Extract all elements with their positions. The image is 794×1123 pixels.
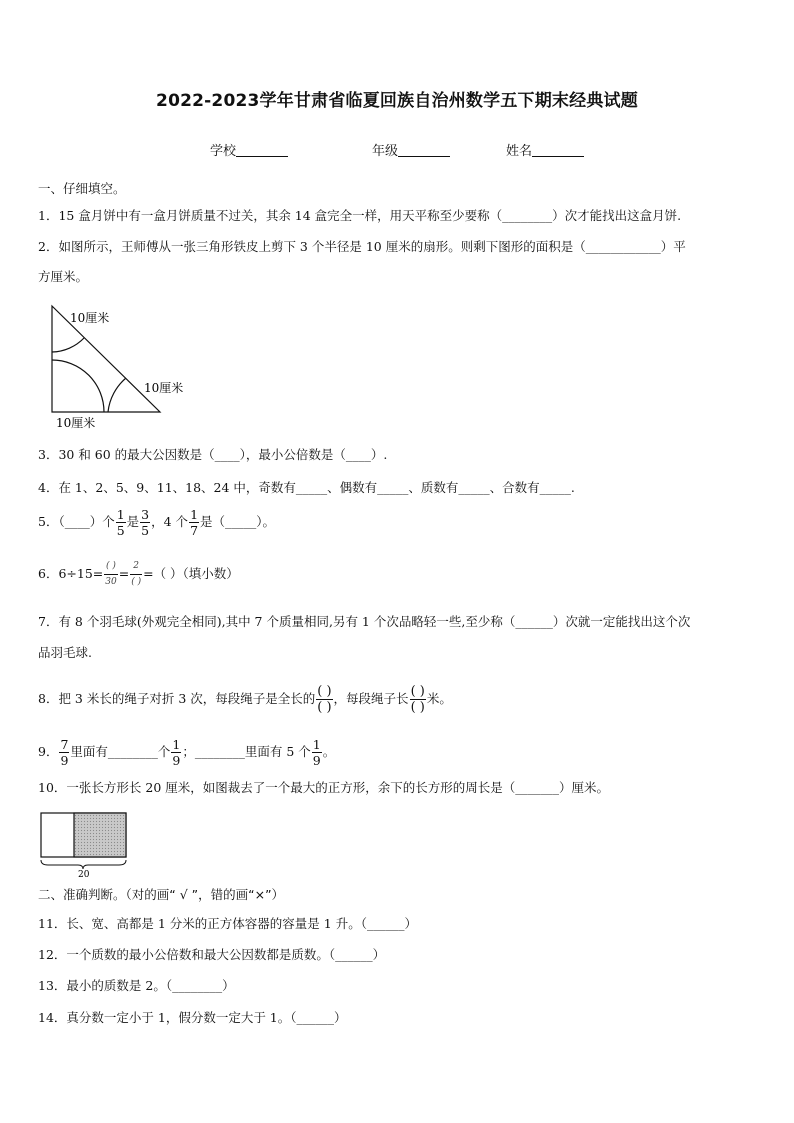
question-7-line-1: 7．有 8 个羽毛球(外观完全相同),其中 7 个质量相同,另有 1 个次品略轻一些,至少称（______）次就一定能找出这个次: [38, 614, 691, 629]
length-label: 20: [78, 870, 90, 878]
answer-fraction-1[interactable]: $\frac{( )}{( )}$: [317, 684, 332, 715]
fraction-blank-30: $\frac{( )}{30}$: [105, 561, 117, 587]
question-5: 5．（____）个 $\frac{1}{5}$ 是 $\frac{3}{5}$ ，4 个 $\frac{1}{7}$ 是（_____）。: [38, 507, 276, 538]
school-blank[interactable]: [236, 143, 288, 157]
question-9: 9． $\frac{7}{9}$ 里面有________个 $\frac{1}{9}$ ；________里面有 5 个 $\frac{1}{9}$ 。: [38, 737, 336, 768]
fraction-1-5: $\frac{1}{5}$: [116, 507, 125, 538]
school-field: [210, 140, 288, 159]
question-8: 8．把 3 米长的绳子对折 3 次，每段绳子是全长的 $\frac{( )}{( )}$ ，每段绳子长 $\frac{( )}{( )}$ 米。: [38, 684, 452, 715]
grade-blank[interactable]: [398, 143, 450, 157]
fraction-1-9-a: $\frac{1}{9}$: [172, 737, 181, 768]
question-10: 10．一张长方形长 20 厘米，如图裁去了一个最大的正方形，余下的长方形的周长是（_______）厘米。: [38, 780, 610, 795]
triangle-figure: [40, 300, 210, 435]
fraction-7-9: $\frac{7}{9}$: [60, 737, 69, 768]
label-top: 10厘米: [70, 311, 110, 325]
question-2-line-2: 方厘米。: [38, 269, 89, 284]
grade-field: [372, 140, 450, 159]
sector-top: [52, 338, 84, 352]
sector-left: [52, 360, 104, 412]
school-label: 学校: [210, 144, 237, 159]
fraction-1-7: $\frac{1}{7}$: [190, 507, 199, 538]
section-2-heading: 二、准确判断。（对的画“ √ ”，错的画“×”）: [38, 887, 285, 902]
section-1-heading: 一、仔细填空。: [38, 181, 126, 196]
grade-label: 年级: [372, 144, 399, 159]
question-12: 12．一个质数的最小公倍数和最大公因数都是质数。（______）: [38, 947, 386, 962]
question-4: 4．在 1、2、5、9、11、18、24 中，奇数有_____、偶数有_____、质数有_____、合数有_____.: [38, 480, 575, 495]
name-field: [506, 140, 584, 159]
label-bottom: 10厘米: [56, 416, 96, 430]
name-label: 姓名: [506, 144, 533, 159]
question-7-line-2: 品羽毛球.: [38, 645, 92, 660]
sector-right: [108, 378, 126, 412]
question-11: 11．长、宽、高都是 1 分米的正方体容器的容量是 1 升。（______）: [38, 916, 417, 931]
page-title: 2022-2023学年甘肃省临夏回族自治州数学五下期末经典试题: [156, 91, 638, 111]
question-6: 6．6÷15= $\frac{( )}{30}$ = $\frac{2}{( )}$ =（ ）（填小数）: [38, 557, 239, 591]
fraction-1-9-b: $\frac{1}{9}$: [312, 737, 321, 768]
fraction-3-5: $\frac{3}{5}$: [141, 507, 150, 538]
question-1: 1．15 盒月饼中有一盒月饼质量不过关，其余 14 盒完全一样，用天平称至少要称（________）次才能找出这盒月饼.: [38, 208, 682, 223]
question-2-line-1: 2．如图所示，王师傅从一张三角形铁皮上剪下 3 个半径是 10 厘米的扇形。则剩下图形的面积是（____________）平: [38, 239, 686, 254]
question-13: 13．最小的质数是 2。（________）: [38, 978, 235, 993]
rectangle-figure: [38, 808, 138, 878]
cut-square: [74, 813, 126, 857]
label-right: 10厘米: [144, 381, 184, 395]
length-brace: [41, 860, 126, 869]
name-blank[interactable]: [532, 143, 584, 157]
question-3: 3．30 和 60 的最大公因数是（____），最小公倍数是（____）.: [38, 447, 388, 462]
question-14: 14．真分数一定小于 1，假分数一定大于 1。（______）: [38, 1010, 347, 1025]
answer-fraction-2[interactable]: $\frac{( )}{( )}$: [410, 684, 425, 715]
fraction-2-blank: $\frac{2}{( )}$: [131, 561, 142, 587]
